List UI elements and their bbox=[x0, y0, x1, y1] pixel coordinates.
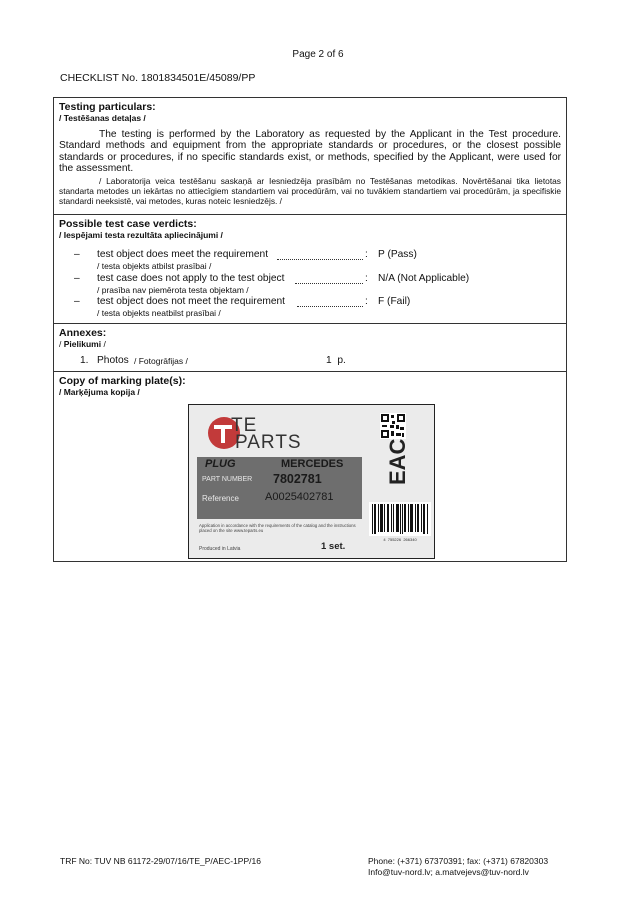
footer-trf: TRF No: TUV NB 61172-29/07/16/TE_P/AEC-1PP/16 bbox=[60, 856, 261, 866]
verdict-text: test object does meet the requirement bbox=[97, 249, 269, 260]
verdict-result: N/A (Not Applicable) bbox=[378, 273, 470, 284]
annex-item-pages: 1 p. bbox=[326, 355, 346, 366]
barcode-caption: 4 755226 266340 bbox=[383, 537, 417, 542]
verdict-colon: : bbox=[365, 273, 368, 284]
plate-make: MERCEDES bbox=[281, 458, 344, 470]
leader-dots bbox=[297, 306, 363, 307]
verdict-dash: – bbox=[74, 249, 80, 260]
testing-particulars-section bbox=[54, 98, 566, 215]
annex-item-label-lv: / Fotogrāfijas / bbox=[134, 356, 188, 366]
leader-dots bbox=[295, 283, 363, 284]
plate-part-number: 7802781 bbox=[273, 472, 322, 486]
marking-title: Copy of marking plate(s): bbox=[59, 375, 186, 387]
marking-plate-photo bbox=[188, 404, 435, 559]
annexes-title: Annexes: bbox=[59, 327, 107, 339]
brand-top: TE bbox=[231, 415, 258, 436]
plate-reference-label: Reference bbox=[202, 494, 239, 503]
plate-origin: Produced in Latvia bbox=[199, 546, 241, 552]
checklist-table bbox=[53, 97, 567, 562]
plate-reference: A0025402781 bbox=[265, 491, 334, 503]
qr-code-icon bbox=[380, 413, 406, 439]
verdicts-title-lv: / Iespējami testa rezultāta apliecinājumi / bbox=[59, 230, 223, 240]
verdict-dash: – bbox=[74, 296, 80, 307]
footer-contacts bbox=[368, 856, 548, 878]
verdict-colon: : bbox=[365, 249, 368, 260]
verdict-result: F (Fail) bbox=[378, 296, 411, 307]
verdict-text: test case does not apply to the test object bbox=[97, 273, 285, 284]
annex-item-label: Photos bbox=[97, 355, 129, 366]
marking-title-lv: / Marķējuma kopija / bbox=[59, 387, 140, 397]
leader-dots bbox=[277, 259, 363, 260]
plate-quantity: 1 set. bbox=[321, 541, 346, 552]
verdicts-section bbox=[54, 215, 566, 324]
footer-email: Info@tuv-nord.lv; a.matvejevs@tuv-nord.lv bbox=[368, 867, 529, 877]
verdict-colon: : bbox=[365, 296, 368, 307]
eac-mark: EAC bbox=[385, 438, 410, 485]
footer-phone: Phone: (+371) 67370391; fax: (+371) 67820303 bbox=[368, 856, 549, 866]
verdict-sub-lv: / prasība nav piemērota testa objektam / bbox=[97, 285, 249, 295]
annexes-title-lv: / Pielikumi / bbox=[59, 339, 106, 349]
testing-text-en: The testing is performed by the Laboratory as requested by the Applicant in the Test procedure. Standard methods and equipment from the appropriate standards or procedures, or the closest possible standards or procedures, if no specific standards exist, or methods, specified by the Applicant, were used for the assessment. bbox=[59, 129, 561, 175]
verdict-dash: – bbox=[74, 273, 80, 284]
brand-bottom: PARTS bbox=[235, 432, 302, 453]
annex-item-number: 1. bbox=[80, 355, 89, 366]
verdict-result: P (Pass) bbox=[378, 249, 417, 260]
verdict-sub-lv: / testa objekts atbilst prasībai / bbox=[97, 261, 212, 271]
plate-product: PLUG bbox=[205, 458, 236, 470]
checklist-number: CHECKLIST No. 1801834501E/45089/PP bbox=[60, 72, 256, 84]
verdict-sub-lv: / testa objekts neatbilst prasībai / bbox=[97, 308, 221, 318]
plate-part-number-label: PART NUMBER bbox=[202, 476, 253, 483]
barcode-icon bbox=[369, 502, 431, 536]
plate-application-note: Application in accordance with the requirements of the catalog and the instructions placed on the site www.teparts.eu bbox=[199, 523, 356, 533]
marking-plate-section bbox=[54, 372, 566, 561]
testing-title-lv: / Testēšanas detaļas / bbox=[59, 113, 146, 123]
testing-title: Testing particulars: bbox=[59, 101, 156, 113]
page-number: Page 2 of 6 bbox=[292, 49, 344, 60]
verdict-text: test object does not meet the requirement bbox=[97, 296, 286, 307]
testing-text-lv: / Laboratorija veica testēšanu saskaņā ar Iesniedzēja prasībām no Testēšanas metodikas. Novērtēšanai tika lietotas standarta metodes un iekārtas no attiecīgiem standartiem vai procedūrām, vai no tuvākiem standartiem vai procedūrām, ja specifiskie standardi neeksistē, vai metodes, kuras noteic Iesniedzējs. / bbox=[59, 175, 561, 207]
verdicts-title: Possible test case verdicts: bbox=[59, 218, 197, 230]
annexes-section bbox=[54, 324, 566, 372]
